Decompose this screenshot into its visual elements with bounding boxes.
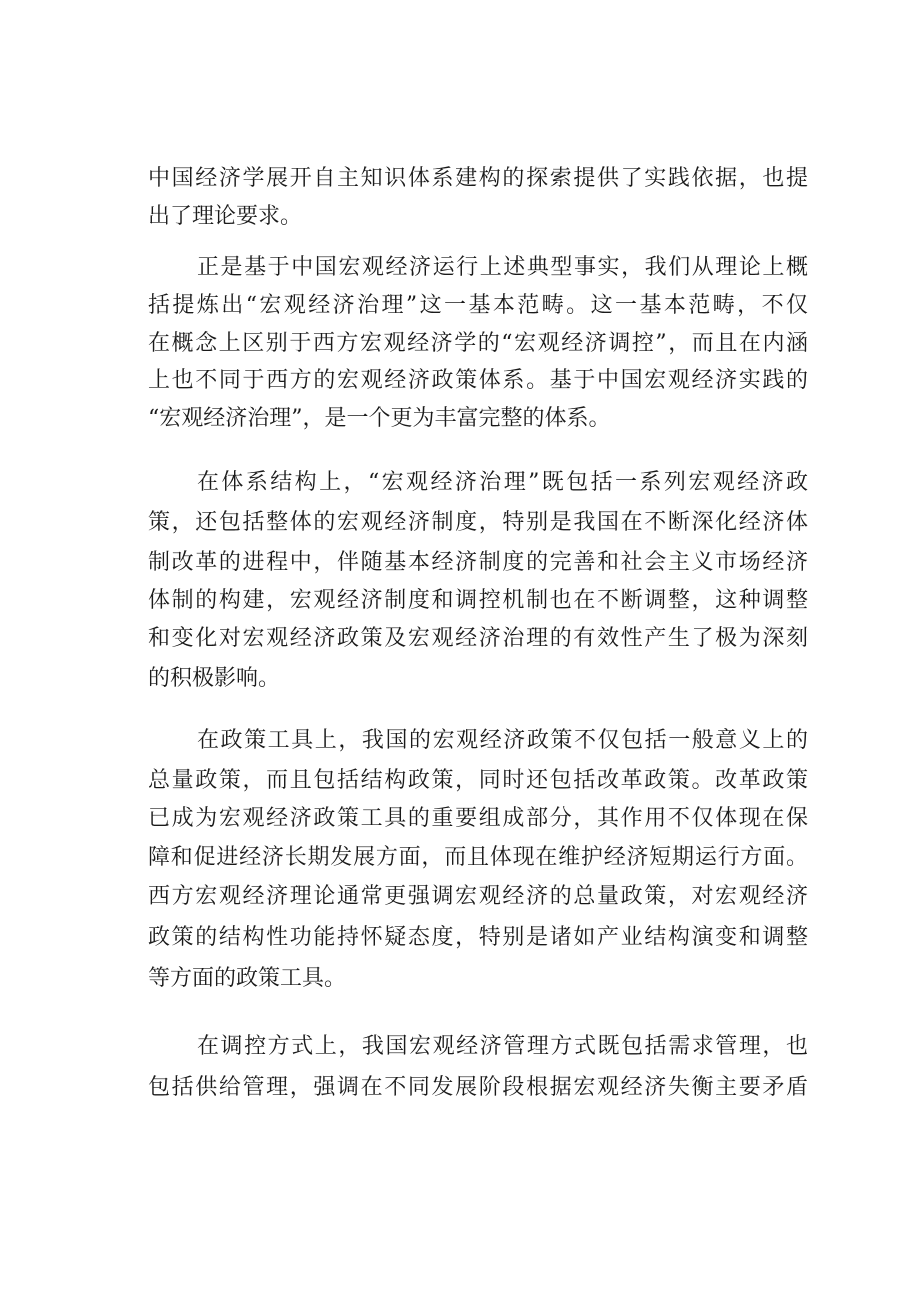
text-line: 西方宏观经济理论通常更强调宏观经济的总量政策，对宏观经济 — [148, 884, 808, 909]
paragraph-start-line: 正是基于中国宏观经济运行上述典型事实，我们从理论上概 — [197, 255, 808, 280]
text-line: 和变化对宏观经济政策及宏观经济治理的有效性产生了极为深刻 — [148, 626, 808, 651]
paragraph-start-line: 在政策工具上，我国的宏观经济政策不仅包括一般意义上的 — [197, 728, 808, 753]
text-line: “宏观经济治理”，是一个更为丰富完整的体系。 — [148, 406, 611, 431]
text-line: 括提炼出“宏观经济治理”这一基本范畴。这一基本范畴，不仅 — [148, 293, 808, 318]
text-line: 总量政策，而且包括结构政策，同时还包括改革政策。改革政策 — [148, 768, 808, 793]
text-line: 中国经济学展开自主知识体系建构的探索提供了实践依据，也提 — [148, 166, 808, 191]
text-line: 政策的结构性功能持怀疑态度，特别是诸如产业结构演变和调整 — [148, 925, 808, 950]
text-line: 体制的构建，宏观经济制度和调控机制也在不断调整，这种调整 — [148, 588, 808, 613]
text-line: 出了理论要求。 — [148, 204, 303, 229]
text-line: 等方面的政策工具。 — [148, 966, 347, 991]
text-line: 已成为宏观经济政策工具的重要组成部分，其作用不仅体现在保 — [148, 806, 808, 831]
paragraph-start-line: 在调控方式上，我国宏观经济管理方式既包括需求管理，也 — [197, 1034, 808, 1059]
paragraph-start-line: 在体系结构上，“宏观经济治理”既包括一系列宏观经济政 — [197, 470, 808, 495]
text-line: 障和促进经济长期发展方面，而且体现在维护经济短期运行方面。 — [148, 845, 808, 870]
text-line: 在概念上区别于西方宏观经济学的“宏观经济调控”，而且在内涵 — [148, 331, 808, 356]
text-line: 策，还包括整体的宏观经济制度，特别是我国在不断深化经济体 — [148, 510, 808, 535]
text-line: 的积极影响。 — [148, 666, 281, 691]
text-line: 包括供给管理，强调在不同发展阶段根据宏观经济失衡主要矛盾 — [148, 1075, 808, 1100]
text-line: 上也不同于西方的宏观经济政策体系。基于中国宏观经济实践的 — [148, 368, 808, 393]
text-line: 制改革的进程中，伴随基本经济制度的完善和社会主义市场经济 — [148, 550, 808, 575]
